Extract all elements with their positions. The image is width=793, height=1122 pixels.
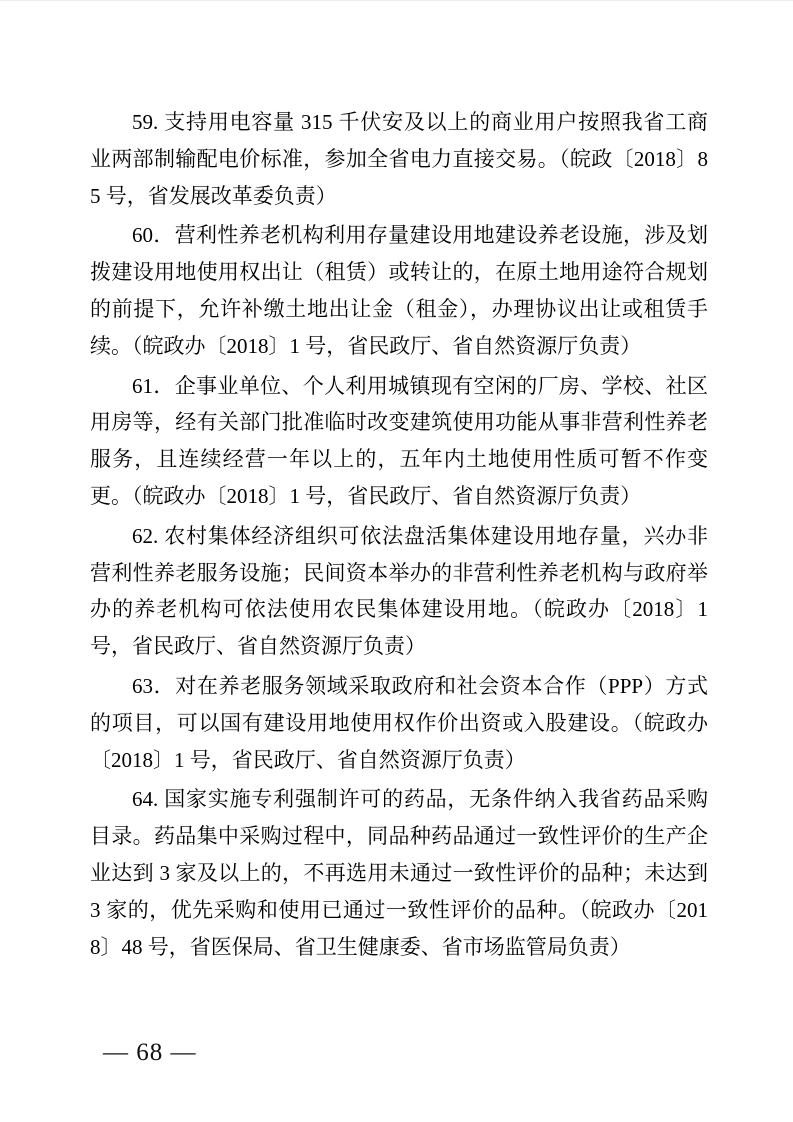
item-number-62: 62. — [132, 523, 165, 548]
item-number-63: 63． — [132, 673, 176, 698]
item-text-63: 对在养老服务领域采取政府和社会资本合作（PPP）方式的项目，可以国有建设用地使用权作价出资或入股建设。（皖政办〔2018〕1 号，省民政厅、省自然资源厅负责） — [90, 673, 708, 772]
page-number: — 68 — — [103, 1039, 197, 1066]
item-text-62: 农村集体经济组织可依法盘活集体建设用地存量，兴办非营利性养老服务设施；民间资本举办的非营利性养老机构与政府举办的养老机构可依法使用农民集体建设用地。（皖政办〔2018〕1 号，省民政厅、省自然资源厅负责） — [90, 523, 708, 659]
item-text-64: 国家实施专利强制许可的药品，无条件纳入我省药品采购目录。药品集中采购过程中，同品种药品通过一致性评价的生产企业达到 3 家及以上的，不再选用未通过一致性评价的品种；未达到 3 家的，优先采购和使用已通过一致性评价的品种。（皖政办〔2018〕48 号，省医保局、省卫生健康委、省市场监管局负责） — [90, 787, 708, 959]
item-number-59: 59. — [132, 110, 165, 134]
item-text-59: 支持用电容量 315 千伏安及以上的商业用户按照我省工商业两部制输配电价标准，参加全省电力直接交易。（皖政〔2018〕85 号，省发展改革委负责） — [90, 110, 708, 208]
document-body — [90, 104, 708, 968]
item-text-61: 企事业单位、个人利用城镇现有空闲的厂房、学校、社区用房等，经有关部门批准临时改变建筑使用功能从事非营利性养老服务，且连续经营一年以上的，五年内土地使用性质可暂不作变更。（皖政办〔2018〕1 号，省民政厅、省自然资源厅负责） — [90, 373, 709, 508]
paragraph-item-59 — [90, 104, 708, 214]
item-number-60: 60． — [132, 223, 175, 248]
item-number-61: 61． — [132, 373, 175, 398]
item-number-64: 64. — [132, 787, 165, 812]
item-text-60: 营利性养老机构利用存量建设用地建设养老设施，涉及划拨建设用地使用权出让（租赁）或转让的，在原土地用途符合规划的前提下，允许补缴土地出让金（租金），办理协议出让或租赁手续。（皖政办〔2018〕1 号，省民政厅、省自然资源厅负责） — [90, 223, 709, 358]
paragraph-item-61 — [90, 368, 708, 515]
paragraph-item-62 — [90, 518, 708, 665]
paragraph-item-60 — [90, 217, 708, 364]
paragraph-item-64 — [90, 781, 708, 965]
paragraph-item-63 — [90, 668, 708, 778]
